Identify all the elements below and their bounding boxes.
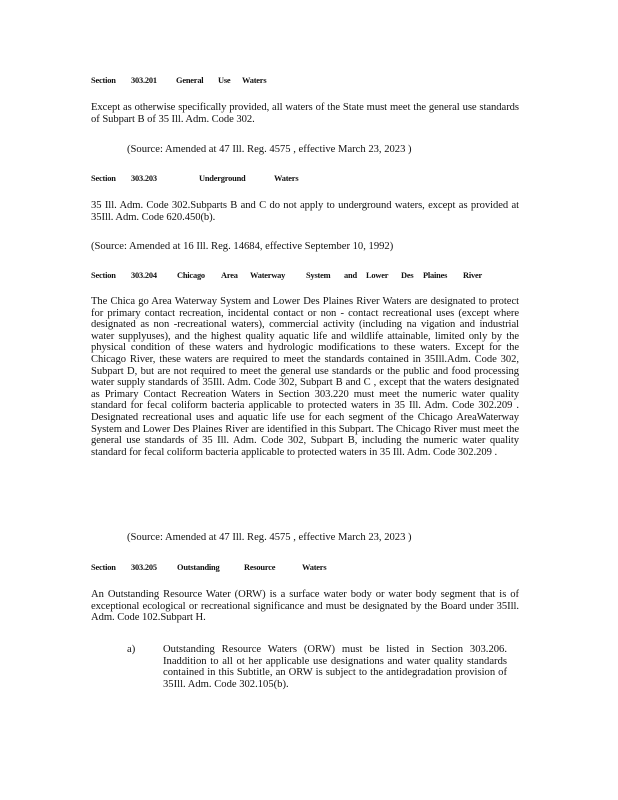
section-text-303-204: The Chica go Area Waterway System and Lower Des Plaines River Waters are designated to protect for primary contact recreation, incidental contact or non - contact recreational uses (except where designated as non -recreational waters), commercial activity (including na vigation and industrial water supplyuses), and the highest quality aquatic life and wildlife attainable, limited only by the physical condition of these waters and hydrologic modifications to these waters. Except for the Chicago River, these waters are required to meet the standards contained in 35Ill.Adm. Code 302, Subpart D, but are not required to meet the general use standards or the public and food processing water supply standards of 35Ill. Adm. Code 302, Subpart B and C , except that the waters designated as Primary Contact Recreation Waters in Section 303.220 must meet the numeric water quality standard for fecal coliform bacteria applicable to protected waters in 35 Ill. Adm. Code 302.209 . Designated recreational uses and aquatic life use for each segment of the Chicago AreaWaterway System and Lower Des Plaines River are identified in this Subpart. The Chicago River must meet the general use standards of 35 Ill. Adm. Code 302, Subpart B, including the numeric water quality standard for fecal coliform bacteria applicable to protected waters in 35 Ill. Adm. Code 302.209 . — [91, 296, 519, 458]
section-title-word: Use — [218, 76, 231, 85]
list-item-label: a) — [127, 644, 136, 655]
source-note-303-201: (Source: Amended at 47 Ill. Reg. 4575 , effective March 23, 2023 ) — [127, 144, 412, 155]
section-heading-303-203 — [91, 174, 298, 183]
section-number: 303.201 — [131, 76, 157, 85]
section-title-word: Outstanding — [177, 563, 220, 572]
section-number: 303.204 — [131, 271, 157, 280]
section-title-word: and — [344, 271, 357, 280]
list-item-text: Outstanding Resource Waters (ORW) must be listed in Section 303.206. Inaddition to all ot her applicable use designations and water quality standards contained in this Subtitle, an ORW is subject to the antidegradation provision of 35Ill. Adm. Code 302.105(b). — [163, 644, 507, 690]
section-text-303-205: An Outstanding Resource Water (ORW) is a surface water body or water body segment that is of exceptional ecological or recreational significance and must be designated by the Board under 35Ill. Adm. Code 102.Subpart H. — [91, 589, 519, 624]
section-title-word: Lower — [366, 271, 389, 280]
section-label: Section — [91, 76, 116, 85]
section-heading-303-205 — [91, 563, 326, 572]
section-text-303-203: 35 Ill. Adm. Code 302.Subparts B and C do not apply to underground waters, except as provided at 35Ill. Adm. Code 620.450(b). — [91, 200, 519, 223]
section-heading-303-204 — [91, 271, 482, 280]
section-title-word: Waters — [242, 76, 267, 85]
section-label: Section — [91, 174, 116, 183]
section-text-303-201: Except as otherwise specifically provided, all waters of the State must meet the general use standards of Subpart B of 35 Ill. Adm. Code 302. — [91, 102, 519, 125]
section-title-word: Plaines — [423, 271, 448, 280]
section-title-word: General — [176, 76, 204, 85]
section-title-word: Waterway — [250, 271, 286, 280]
section-number: 303.203 — [131, 174, 157, 183]
section-title-word: Area — [221, 271, 238, 280]
source-note-303-203: (Source: Amended at 16 Ill. Reg. 14684, effective September 10, 1992) — [91, 241, 394, 252]
section-title-word: Chicago — [177, 271, 205, 280]
section-heading-303-201 — [91, 76, 266, 85]
source-note-303-204: (Source: Amended at 47 Ill. Reg. 4575 , effective March 23, 2023 ) — [127, 532, 412, 543]
section-label: Section — [91, 271, 116, 280]
section-title-word: Des — [401, 271, 414, 280]
section-title-word: Resource — [244, 563, 276, 572]
section-title-word: Waters — [302, 563, 327, 572]
section-title-word: System — [306, 271, 331, 280]
section-title-word: Waters — [274, 174, 299, 183]
section-number: 303.205 — [131, 563, 157, 572]
section-title-word: Underground — [199, 174, 246, 183]
section-title-word: River — [463, 271, 482, 280]
section-label: Section — [91, 563, 116, 572]
